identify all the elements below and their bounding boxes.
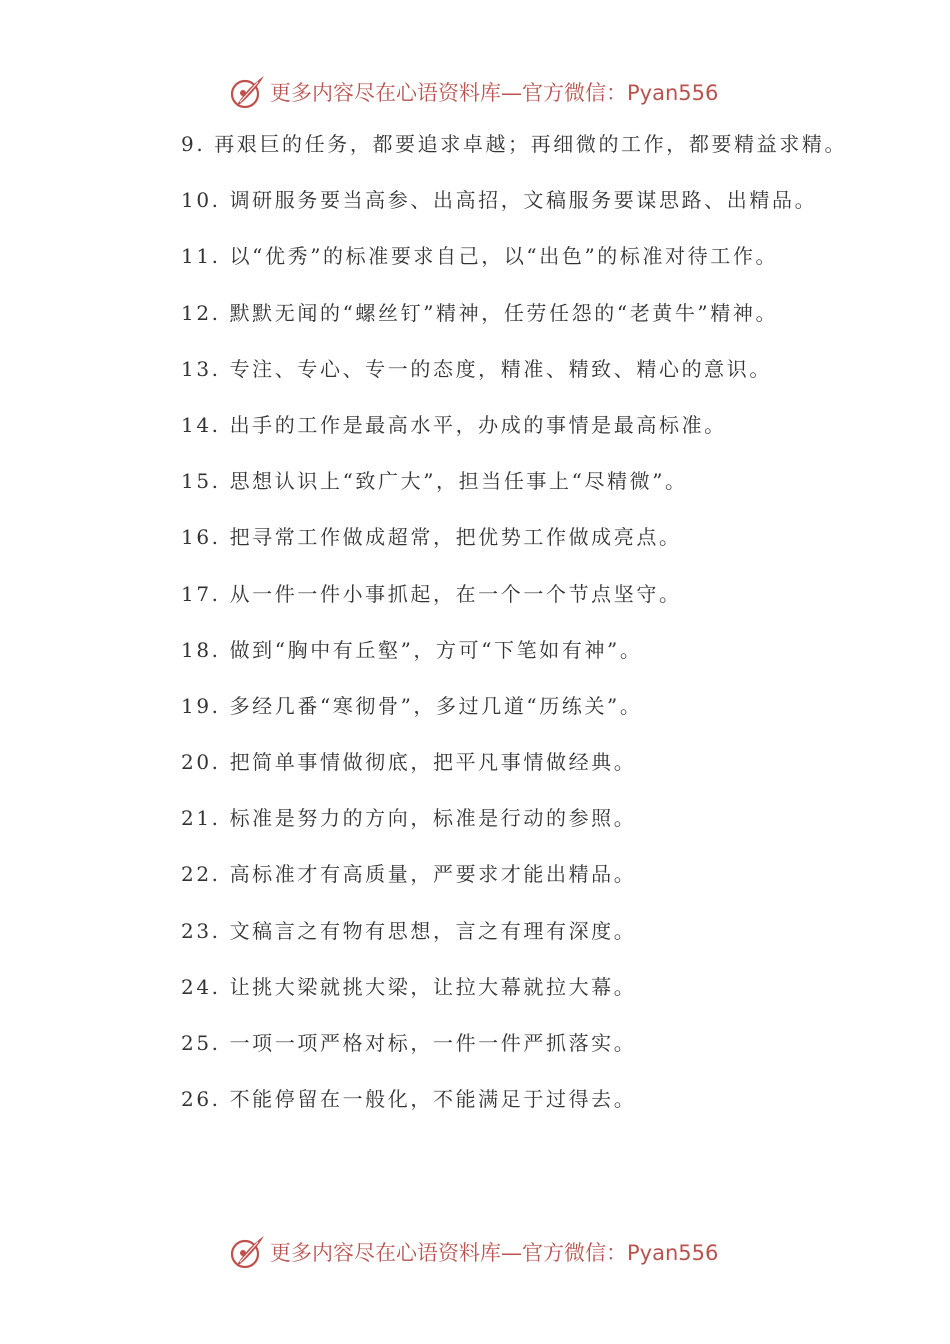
list-item: 20. 把简单事情做彻底，把平凡事情做经典。 [181, 750, 637, 775]
list-item: 13. 专注、专心、专一的态度，精准、精致、精心的意识。 [181, 356, 772, 381]
footer-banner-text: 更多内容尽在心语资料库—官方微信：Pyan556 [270, 1241, 719, 1265]
list-item: 19. 多经几番“寒彻骨”，多过几道“历练关”。 [181, 693, 643, 718]
list-item: 24. 让挑大梁就挑大梁，让拉大幕就拉大幕。 [181, 974, 637, 999]
list-item: 17. 从一件一件小事抓起，在一个一个节点坚守。 [181, 581, 682, 606]
list-item: 15. 思想认识上“致广大”，担当任事上“尽精微”。 [181, 469, 688, 494]
list-item: 26. 不能停留在一般化，不能满足于过得去。 [181, 1087, 637, 1112]
quill-pen-logo-icon [228, 1232, 268, 1272]
list-item: 22. 高标准才有高质量，严要求才能出精品。 [181, 862, 637, 887]
list-item: 25. 一项一项严格对标，一件一件严抓落实。 [181, 1031, 637, 1055]
list-item: 16. 把寻常工作做成超常，把优势工作做成亮点。 [181, 525, 682, 550]
list-item: 10. 调研服务要当高参、出高招，文稿服务要谋思路、出精品。 [181, 188, 818, 213]
quill-pen-logo-icon [228, 72, 268, 112]
list-item: 18. 做到“胸中有丘壑”，方可“下笔如有神”。 [181, 637, 643, 662]
list-item: 11. 以“优秀”的标准要求自己，以“出色”的标准对待工作。 [181, 244, 779, 269]
header-banner [228, 72, 718, 112]
header-banner-text: 更多内容尽在心语资料库—官方微信：Pyan556 [270, 81, 719, 105]
list-item: 14. 出手的工作是最高水平，办成的事情是最高标准。 [181, 412, 727, 437]
footer-banner [228, 1232, 718, 1272]
content-list [181, 126, 847, 1137]
list-item: 9. 再艰巨的任务，都要追求卓越；再细微的工作，都要精益求精。 [181, 132, 848, 156]
list-item: 23. 文稿言之有物有思想，言之有理有深度。 [181, 918, 637, 943]
list-item: 12. 默默无闻的“螺丝钉”精神，任劳任怨的“老黄牛”精神。 [181, 300, 779, 325]
list-item: 21. 标准是努力的方向，标准是行动的参照。 [181, 806, 637, 831]
